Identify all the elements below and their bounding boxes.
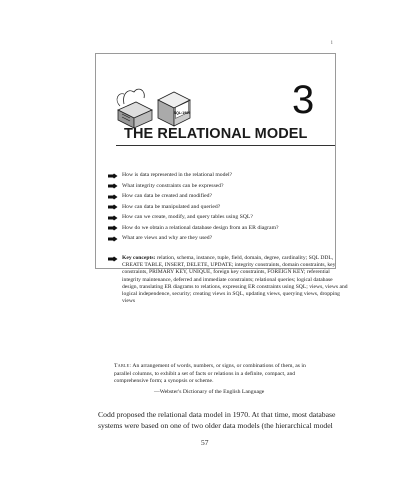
pointing-hand-icon [108, 225, 118, 231]
question-item [108, 225, 340, 236]
question-item [108, 214, 340, 225]
key-concepts-text: relation, schema, instance, tuple, field, domain, degree, cardinality; SQL DDL, CREATE TABLE, INSERT, DELETE, UPDATE; integrity constraints, domain constraints, key constraints, PRIMARY KEY, UNIQUE, foreign key constraints, FOREIGN KEY; referential integrity maintenance, deferred and immediate constraints; relational queries; logical database design, translating ER diagrams to relations, expressing ER constraints using SQL; views, views and logical independence, security; creating views in SQL, updating views, querying views, dropping views [122, 255, 348, 305]
question-text: How can we create, modify, and query tables using SQL? [122, 214, 253, 220]
epigraph-definition [114, 363, 319, 386]
definition-source: —Webster's Dictionary of the English Language [154, 389, 265, 395]
machine-icon [117, 89, 152, 128]
question-text: What integrity constraints can be expressed? [122, 182, 224, 189]
key-concepts [108, 255, 348, 305]
logo-text: SQL:1999 [173, 111, 191, 115]
definition-text: An arrangement of words, numbers, or signs, or combinations of them, as in parallel columns, to exhibit a set of facts or relations in a definite, compact, and comprehensive form; a synopsis or scheme. [114, 363, 306, 385]
chapter-number: 3 [292, 78, 315, 122]
pointing-hand-icon [108, 194, 118, 200]
question-text: How can data be manipulated and queried? [122, 203, 221, 210]
question-item [108, 183, 340, 194]
pointing-hand-icon [108, 173, 118, 179]
chapter-logo-illustration [112, 80, 196, 130]
question-text: How is data represented in the relational model? [122, 172, 233, 178]
pointing-hand-icon [108, 204, 118, 210]
pointing-hand-icon [108, 183, 118, 189]
sql-box-icon [158, 92, 190, 126]
body-paragraph: Codd proposed the relational data model in 1970. At that time, most database systems were based on one of two older data models (the hierarchical model [98, 410, 336, 430]
corner-mark: i [331, 40, 333, 46]
question-text: How can data be created and modified? [122, 193, 213, 199]
question-item [108, 235, 340, 246]
question-text: How do we obtain a relational database design from an ER diagram? [122, 224, 279, 231]
page-number: 57 [201, 438, 209, 447]
title-rule [116, 145, 335, 146]
pointing-hand-icon [108, 236, 118, 242]
definition-term: Table: [114, 363, 132, 369]
question-item [108, 193, 340, 204]
question-text: What are views and why are they used? [122, 235, 213, 241]
pointing-hand-icon [108, 256, 118, 262]
question-item [108, 172, 340, 183]
question-list [108, 172, 340, 246]
chapter-title: THE RELATIONAL MODEL [124, 126, 308, 142]
key-concepts-label: Key concepts: [122, 255, 156, 261]
question-item [108, 204, 340, 215]
pointing-hand-icon [108, 215, 118, 221]
